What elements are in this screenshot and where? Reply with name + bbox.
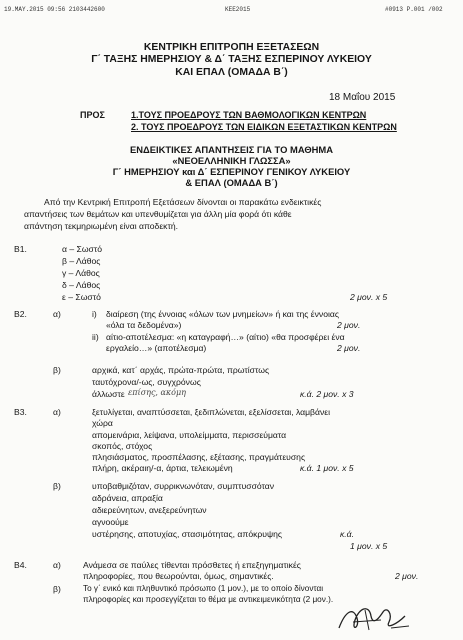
b4-a-line-1: Ανάμεσα σε παύλες τίθενται πρόσθετες ή επεξηγηματικές <box>83 560 301 570</box>
b3-a-line-1: ξετυλίγεται, αναπτύσσεται, ξεδιπλώνεται, εξελίσσεται, λαμβάνει <box>92 407 331 417</box>
b2-a-marker: α) <box>53 309 61 319</box>
b1-item: β – Λάθος <box>62 256 101 266</box>
b3-b-item: αγνοούμε <box>92 517 129 527</box>
b1-item: γ – Λάθος <box>62 268 100 278</box>
b3-a-marker: α) <box>53 407 61 417</box>
b2-i-line-2: «όλα τα δεδομένα») <box>106 320 182 330</box>
b2-i-line-1: διαίρεση (της έννοιας «όλων των μνημείων» ή και της έννοιας <box>106 309 340 319</box>
b4-b-line-2: πληροφορίες και προσεγγίζεται το θέμα με αντικειμενικότητα (2 μον.). <box>83 595 334 604</box>
b2-b-item: ταυτόχρονα/-ως, συγχρόνως <box>92 377 201 387</box>
b3-b-item: υποβαθμιζόταν, συρρικνωνόταν, συμπτυσσόταν <box>92 481 275 491</box>
b3-a-item: πλήρη, ακέραιη/-α, άρτια, τελειωμένη <box>92 463 233 473</box>
b3-a-line-2: χώρα <box>92 418 113 428</box>
b2-label: Β2. <box>14 309 27 319</box>
to-label: ΠΡΟΣ <box>80 110 105 120</box>
fax-sender: ΚΕΕ2015 <box>225 6 251 13</box>
b2-ii-marker: ii) <box>92 332 99 342</box>
b1-item: ε – Σωστό <box>62 292 101 302</box>
handwritten-note: επίσης, ακόμη <box>128 388 186 397</box>
b4-a-marker: α) <box>53 560 61 570</box>
b3-b-score: 1 μον. x 5 <box>350 541 388 551</box>
b2-ii-line-1: αίτιο-αποτέλεσμα: «η καταγραφή…» (αίτιο) «θα προσφέρει ένα <box>106 332 345 342</box>
b2-b-marker: β) <box>53 365 61 375</box>
b4-a-line-2: πληροφορίες, που θεωρούνται, όμως, σημαντικές. <box>83 571 274 581</box>
b1-label: Β1. <box>14 244 27 254</box>
b2-i-marker: i) <box>92 309 97 319</box>
signature <box>335 598 415 636</box>
date: 18 Μαΐου 2015 <box>329 92 396 103</box>
intro-line-2: απαντήσεις των θεμάτων και υπενθυμίζεται για άλλη μία φορά ότι κάθε <box>24 209 292 219</box>
b3-label: Β3. <box>14 407 27 417</box>
subject-line-4: & ΕΠΑΛ (ΟΜΑΔΑ Β΄) <box>185 177 278 188</box>
header-line-3: ΚΑΙ ΕΠΑΛ (ΟΜΑΔΑ Β΄) <box>175 67 288 78</box>
b3-b-item: υστέρησης, αποτυχίας, στασιμότητας, απόκρυψης <box>92 529 283 539</box>
intro-line-1: Από την Κεντρική Επιτροπή Εξετάσεων δίνονται οι παρακάτω ενδεικτικές <box>44 197 322 207</box>
b3-a-score: κ.ά. 1 μον. x 5 <box>300 463 354 473</box>
b2-b-score: κ.ά. 2 μον. x 3 <box>300 389 354 399</box>
intro-line-3: απάντηση τεκμηριωμένη είναι αποδεκτή. <box>24 221 179 231</box>
header-line-1: ΚΕΝΤΡΙΚΗ ΕΠΙΤΡΟΠΗ ΕΞΕΤΑΣΕΩΝ <box>143 42 320 53</box>
to-item-2: 2. ΤΟΥΣ ΠΡΟΕΔΡΟΥΣ ΤΩΝ ΕΙΔΙΚΩΝ ΕΞΕΤΑΣΤΙΚΩΝ ΚΕΝΤΡΩΝ <box>131 122 397 132</box>
header-line-2: Γ΄ ΤΑΞΗΣ ΗΜΕΡΗΣΙΟΥ & Δ΄ ΤΑΞΗΣ ΕΣΠΕΡΙΝΟΥ ΛΥΚΕΙΟΥ <box>91 54 372 65</box>
b3-a-item: σκοπός, στόχος <box>92 441 153 451</box>
subject-line-3: Γ΄ ΗΜΕΡΗΣΙΟΥ και Δ΄ ΕΣΠΕΡΙΝΟΥ ΓΕΝΙΚΟΥ ΛΥΚΕΙΟΥ <box>112 166 351 177</box>
subject-line-2: «ΝΕΟΕΛΛΗΝΙΚΗ ΓΛΩΣΣΑ» <box>172 155 291 166</box>
b1-score: 2 μον. x 5 <box>350 292 388 302</box>
b3-a-item: πλησιάσματος, προσπέλασης, εξέτασης, πραγμάτευσης <box>92 452 306 462</box>
b2-b-item: άλλωστε <box>92 389 125 399</box>
b1-item: α – Σωστό <box>62 244 103 254</box>
b2-ii-line-2: εργαλείο…» (αποτέλεσμα) <box>106 343 207 353</box>
b4-a-score: 2 μον. <box>395 571 419 581</box>
fax-page: #0913 P.001 /002 <box>385 6 443 13</box>
b1-item: δ – Λάθος <box>62 280 101 290</box>
b4-b-marker: β) <box>53 584 61 594</box>
b4-b-line-1: Το γ΄ ενικό και πληθυντικό πρόσωπο (1 μον.), με το οποίο δίνονται <box>83 584 324 593</box>
b3-b-item: αδιερεύνητων, ανεξερεύνητων <box>92 505 207 515</box>
subject-line-1: ΕΝΔΕΙΚΤΙΚΕΣ ΑΠΑΝΤΗΣΕΙΣ ΓΙΑ ΤΟ ΜΑΘΗΜΑ <box>130 144 333 155</box>
b2-ii-score: 2 μον. <box>337 343 361 353</box>
fax-datetime: 19.MAY.2015 09:56 2103442600 <box>4 6 105 13</box>
b3-b-score-kta: κ.ά. <box>340 529 354 539</box>
b3-a-item: απομεινάρια, λείψανα, υπολείμματα, περισσεύματα <box>92 430 287 440</box>
b3-b-marker: β) <box>53 481 61 491</box>
b4-label: Β4. <box>14 560 27 570</box>
to-item-1: 1.ΤΟΥΣ ΠΡΟΕΔΡΟΥΣ ΤΩΝ ΒΑΘΜΟΛΟΓΙΚΩΝ ΚΕΝΤΡΩΝ <box>131 110 367 120</box>
b2-i-score: 2 μον. <box>337 320 361 330</box>
b2-b-item: αρχικά, κατ΄ αρχάς, πρώτα-πρώτα, πρωτίστως <box>92 365 270 375</box>
b3-b-item: αδράνεια, απραξία <box>92 493 163 503</box>
